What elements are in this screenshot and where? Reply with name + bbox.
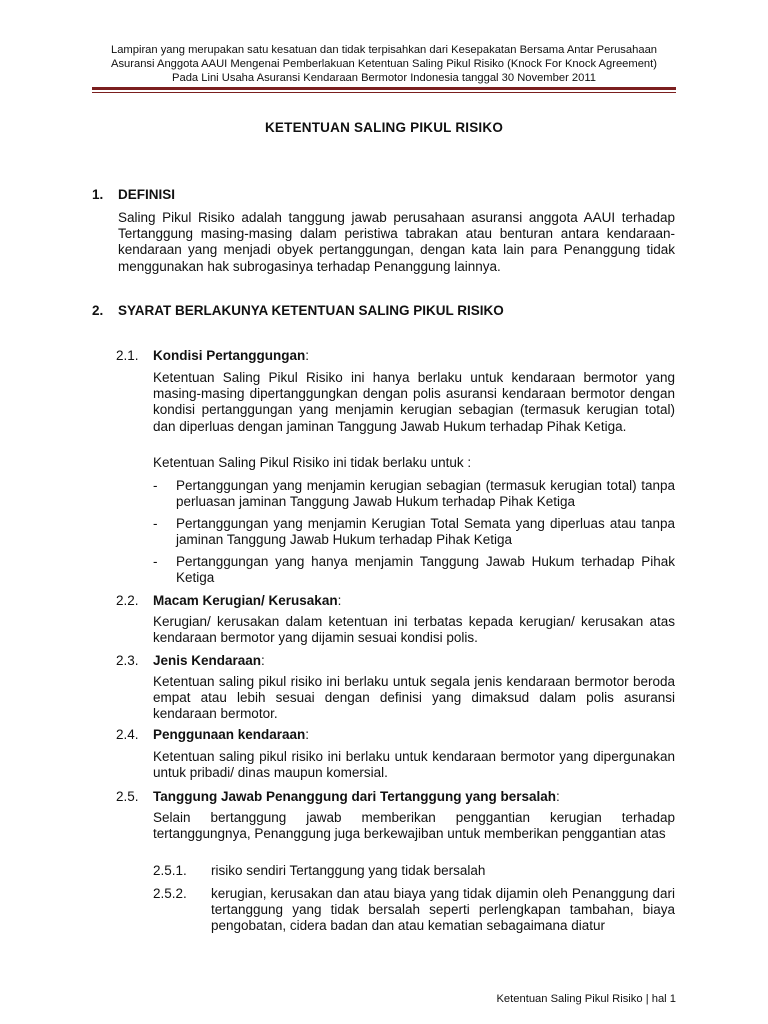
section-title: SYARAT BERLAKUNYA KETENTUAN SALING PIKUL RISIKO xyxy=(118,303,504,318)
header-divider-thin xyxy=(92,92,676,93)
section-title: DEFINISI xyxy=(118,187,176,202)
subsection-number: 2.2. xyxy=(116,593,139,608)
header-line-2: Asuransi Anggota AAUI Mengenai Pemberlakuan Ketentuan Saling Pikul Risiko (Knock For Knock Agreement) xyxy=(110,58,657,70)
list-item xyxy=(153,478,675,509)
header-line-3: Pada Lini Usaha Asuransi Kendaraan Bermotor Indonesia tanggal 30 November 2011 xyxy=(172,72,596,84)
subsection-2-2-body: Kerugian/ kerusakan dalam ketentuan ini terbatas kepada kerugian/ kerusakan atas kendaraan bermotor yang dijamin sesuai kondisi polis. xyxy=(153,614,675,646)
section-number: 1. xyxy=(92,187,104,202)
subsection-2-2-heading xyxy=(116,593,341,608)
subsection-colon: : xyxy=(556,789,560,804)
subsection-2-5-body: Selain bertanggung jawab memberikan penggantian kerugian terhadap tertanggungnya, Penanggung juga berkewajiban untuk memberikan penggantian atas xyxy=(153,810,675,842)
header-divider-thick xyxy=(92,87,676,90)
subsection-title: Jenis Kendaraan xyxy=(153,653,262,668)
section-2-heading xyxy=(92,303,504,318)
list-item xyxy=(153,554,675,585)
list-item-text: Pertanggungan yang hanya menjamin Tanggung Jawab Hukum terhadap Pihak Ketiga xyxy=(176,554,675,585)
subsection-colon: : xyxy=(305,348,310,363)
subsection-colon: : xyxy=(337,593,342,608)
list-item xyxy=(153,516,675,547)
dash-bullet: - xyxy=(153,478,158,493)
subsection-2-1-heading xyxy=(116,348,309,363)
section-1-heading xyxy=(92,187,175,202)
subsection-2-3-heading xyxy=(116,653,265,668)
list-item-text: Pertanggungan yang menjamin Kerugian Total Semata yang diperluas atau tanpa jaminan Tanggung Jawab Hukum terhadap Pihak Ketiga xyxy=(176,516,675,547)
subsection-2-1-intro: Ketentuan Saling Pikul Risiko ini tidak berlaku untuk : xyxy=(153,455,472,470)
dash-bullet: - xyxy=(153,554,158,569)
subsection-title: Penggunaan kendaraan xyxy=(153,727,306,742)
subsection-number: 2.3. xyxy=(116,653,139,668)
subsection-2-1-body: Ketentuan Saling Pikul Risiko ini hanya berlaku untuk kendaraan bermotor yang masing-masing dipertanggungkan dengan polis asuransi kendaraan bermotor dengan kondisi pertanggungan yang menjamin kerugian sebagian (termasuk kerugian total) dan diperluas dengan jaminan Tanggung Jawab Hukum terhadap Pihak Ketiga. xyxy=(153,370,675,434)
list-item-text: Pertanggungan yang menjamin kerugian sebagian (termasuk kerugian total) tanpa perluasan jaminan Tanggung Jawab Hukum terhadap Pihak Ketiga xyxy=(176,478,675,509)
page-header xyxy=(92,43,676,85)
section-number: 2. xyxy=(92,303,104,318)
subsection-2-3-body: Ketentuan saling pikul risiko ini berlaku untuk segala jenis kendaraan bermotor beroda empat atau lebih sesuai dengan definisi yang dimaksud dalam polis asuransi kendaraan bermotor. xyxy=(153,674,675,722)
subsection-title: Kondisi Pertanggungan xyxy=(153,348,306,363)
list-item xyxy=(153,886,675,935)
subsection-number: 2.1. xyxy=(116,348,139,363)
subsection-2-4-heading xyxy=(116,727,309,742)
document-title: KETENTUAN SALING PIKUL RISIKO xyxy=(264,120,504,135)
subsection-number: 2.5. xyxy=(116,789,139,804)
list-item-number: 2.5.1. xyxy=(153,863,187,878)
dash-bullet: - xyxy=(153,516,158,531)
page-footer: Ketentuan Saling Pikul Risiko | hal 1 xyxy=(496,993,676,1005)
subsection-number: 2.4. xyxy=(116,727,139,742)
subsection-colon: : xyxy=(261,653,265,668)
subsection-2-4-body: Ketentuan saling pikul risiko ini berlaku untuk kendaraan bermotor yang dipergunakan untuk pribadi/ dinas maupun komersial. xyxy=(153,749,675,781)
list-item-text: risiko sendiri Tertanggung yang tidak bersalah xyxy=(211,863,486,878)
section-1-body: Saling Pikul Risiko adalah tanggung jawab perusahaan asuransi anggota AAUI terhadap Tertanggung masing-masing dalam peristiwa tabrakan atau benturan antara kendaraan-kendaraan yang menjadi obyek pertanggungan, dengan kata lain para Penanggung tidak menggunakan hak subrogasinya terhadap Penanggung lainnya. xyxy=(118,210,675,274)
subsection-colon: : xyxy=(305,727,310,742)
list-item-text: kerugian, kerusakan dan atau biaya yang tidak dijamin oleh Penanggung dari tertanggung yang tidak bersalah seperti perlengkapan tambahan, biaya pengobatan, cidera badan dan atau kematian sebagaimana diatur xyxy=(211,886,675,934)
header-line-1: Lampiran yang merupakan satu kesatuan dan tidak terpisahkan dari Kesepakatan Bersama Antar Perusahaan xyxy=(110,44,658,56)
list-item xyxy=(153,863,675,879)
subsection-title: Macam Kerugian/ Kerusakan xyxy=(153,593,338,608)
subsection-2-5-heading xyxy=(116,789,560,804)
list-item-number: 2.5.2. xyxy=(153,886,187,901)
subsection-title: Tanggung Jawab Penanggung dari Tertanggung yang bersalah xyxy=(153,789,557,804)
